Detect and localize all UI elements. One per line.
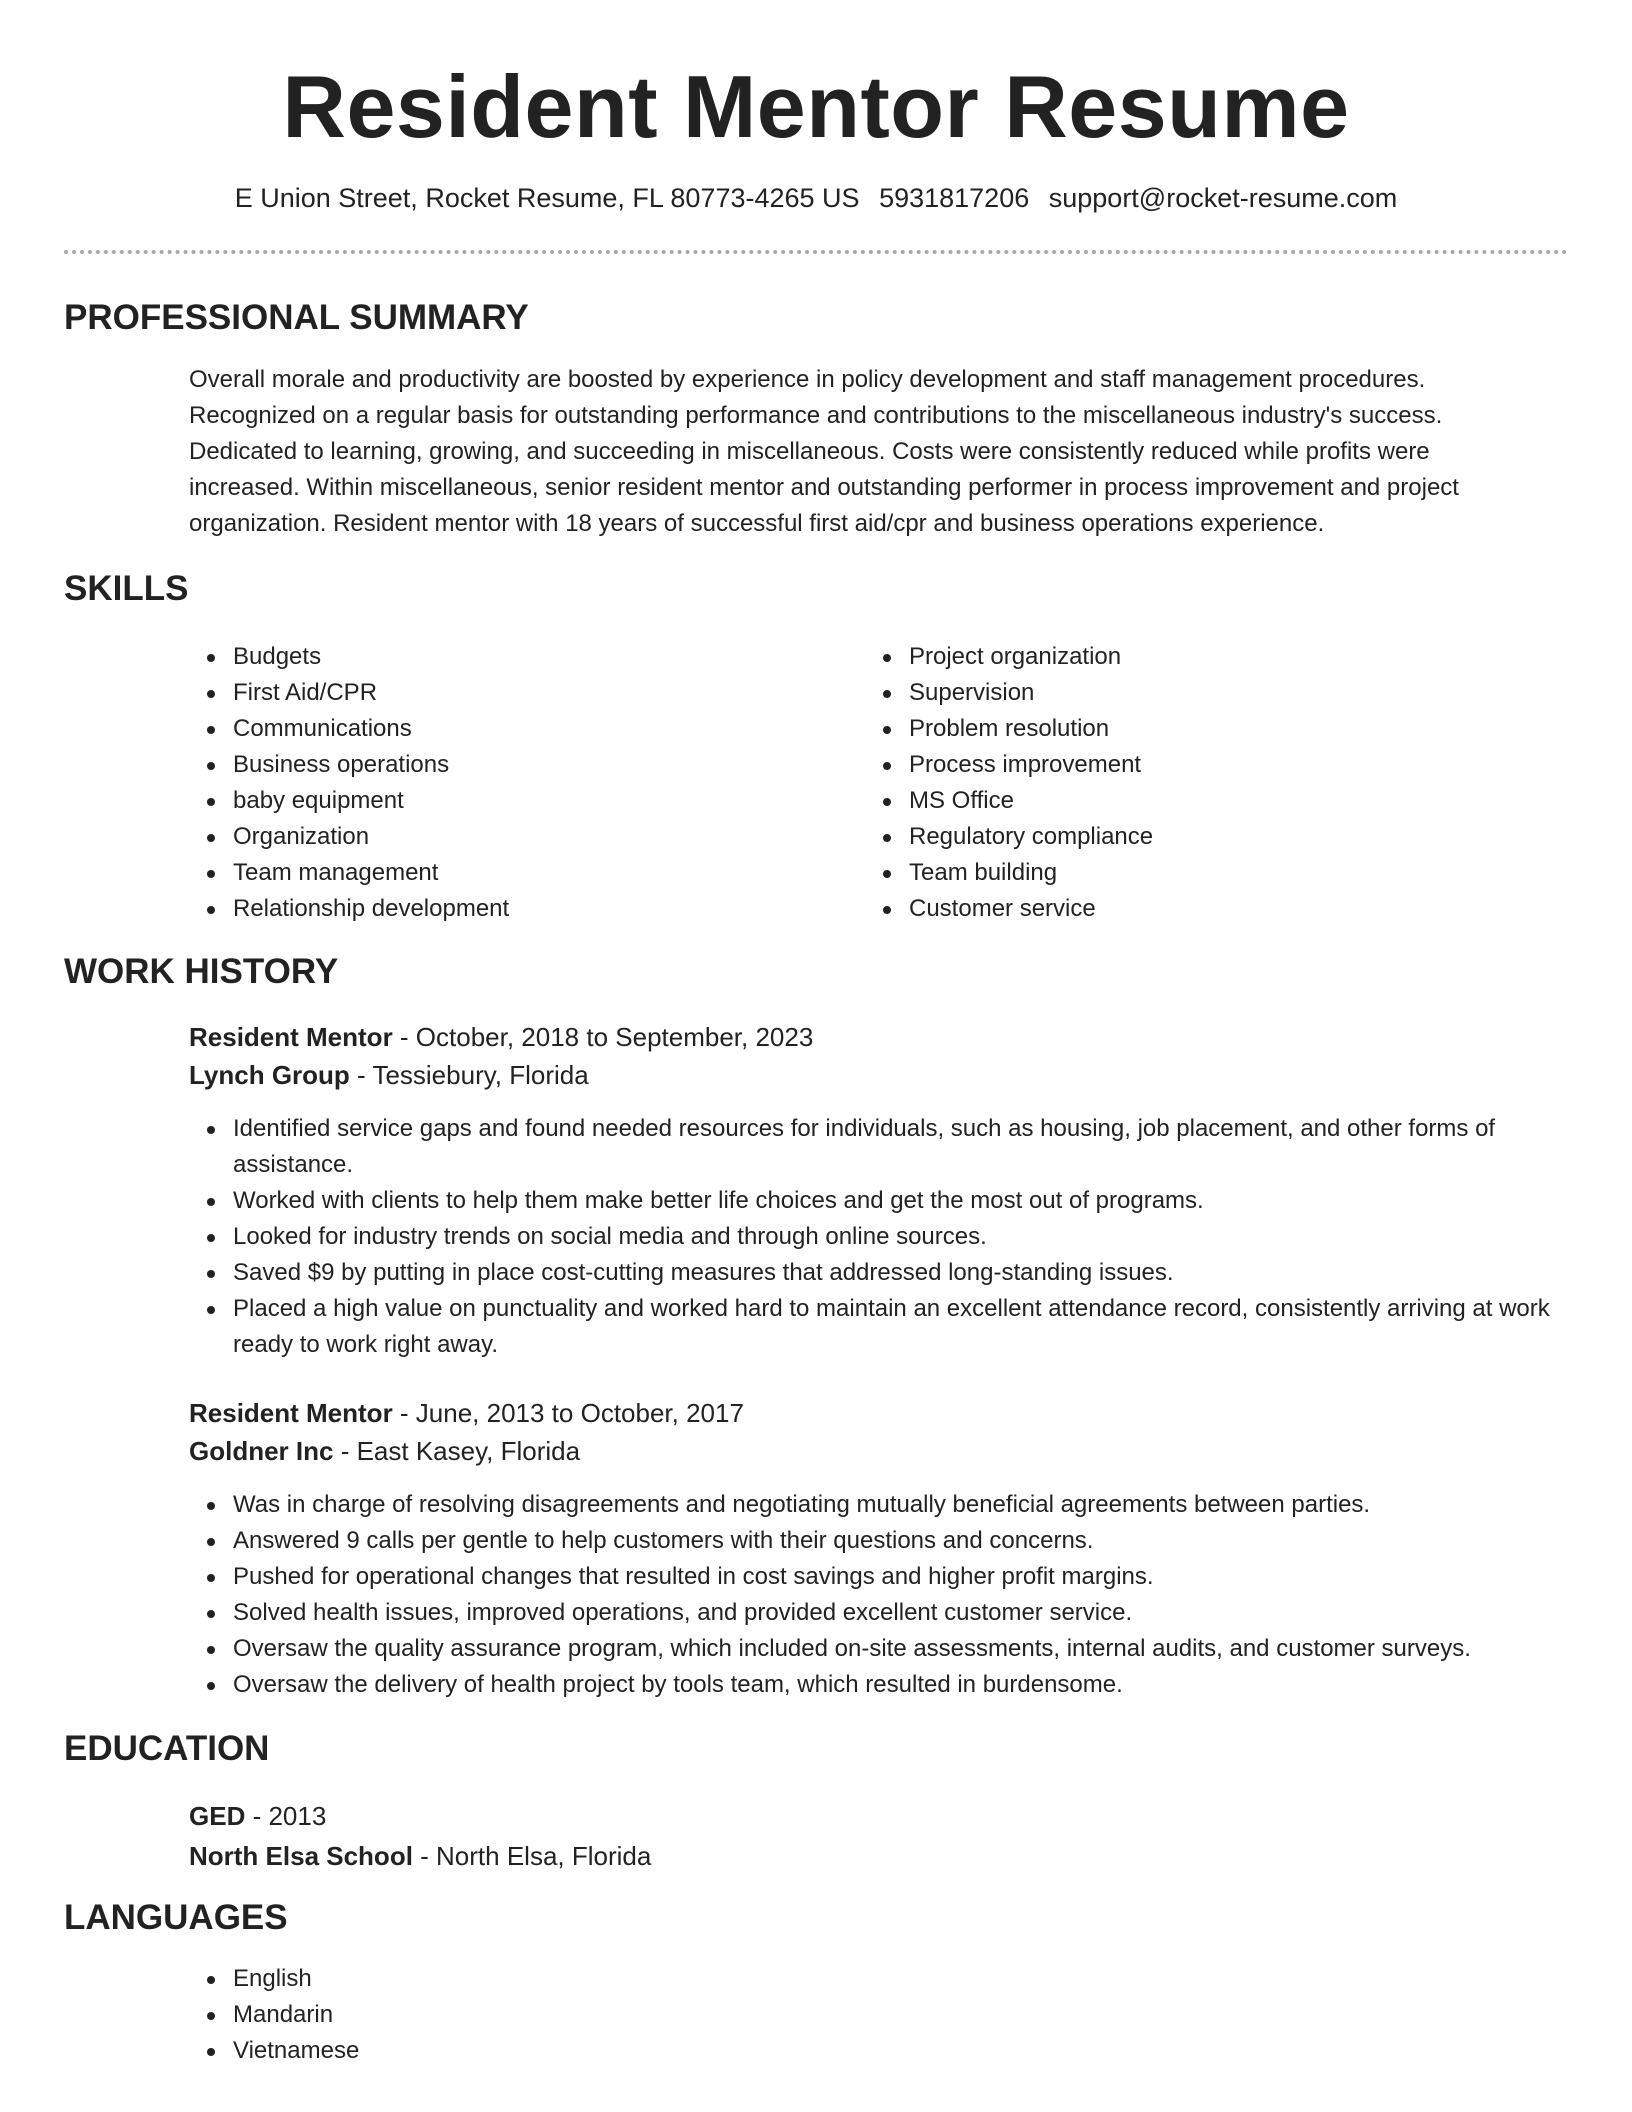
job-location: - Tessiebury, Florida — [349, 1060, 589, 1090]
job-bullet: Worked with clients to help them make better life choices and get the most out of programs. — [233, 1183, 1569, 1219]
education-year: - 2013 — [245, 1801, 327, 1831]
education-heading: EDUCATION — [64, 1729, 270, 1768]
skill-item: Team management — [233, 855, 789, 891]
education-degree: GED — [189, 1801, 246, 1831]
skill-item: Communications — [233, 711, 789, 747]
job-bullet: Saved $9 by putting in place cost-cutting measures that addressed long-standing issues. — [233, 1255, 1569, 1291]
skills-heading: SKILLS — [64, 569, 189, 608]
job-bullet: Placed a high value on punctuality and worked hard to maintain an excellent attendance record, consistently arriving at work ready to work right away. — [233, 1291, 1569, 1363]
skill-item: Project organization — [909, 639, 1465, 675]
job-bullet: Answered 9 calls per gentle to help customers with their questions and concerns. — [233, 1523, 1569, 1559]
skill-item: baby equipment — [233, 783, 789, 819]
job-dates: - October, 2018 to September, 2023 — [392, 1022, 814, 1052]
job-bullet: Oversaw the delivery of health project by tools team, which resulted in burdensome. — [233, 1667, 1569, 1703]
job-company: Lynch Group — [189, 1060, 350, 1090]
job-company-line — [189, 1057, 589, 1093]
skill-item: Budgets — [233, 639, 789, 675]
job-title: Resident Mentor — [189, 1398, 393, 1428]
work-history-heading: WORK HISTORY — [64, 952, 339, 991]
education-location: - North Elsa, Florida — [412, 1841, 652, 1871]
skill-item: First Aid/CPR — [233, 675, 789, 711]
skill-item: Problem resolution — [909, 711, 1465, 747]
job-company: Goldner Inc — [189, 1436, 334, 1466]
summary-heading: PROFESSIONAL SUMMARY — [64, 298, 529, 337]
skill-item: Customer service — [909, 891, 1465, 927]
contact-email: support@rocket-resume.com — [1048, 183, 1398, 213]
languages-list — [189, 1961, 1569, 2069]
job-bullet: Pushed for operational changes that resulted in cost savings and higher profit margins. — [233, 1559, 1569, 1595]
header-divider — [64, 250, 1568, 254]
summary-text: Overall morale and productivity are boosted by experience in policy development and staff management procedures. Recognized on a regular basis for outstanding performance and contributions to the miscellaneous industry's success. Dedicated to learning, growing, and succeeding in miscellaneous. Costs were consistently reduced while profits were increased. Within miscellaneous, senior resident mentor and outstanding performer in process improvement and project organization. Resident mentor with 18 years of successful first aid/cpr and business operations experience. — [189, 366, 1459, 537]
skill-item: Organization — [233, 819, 789, 855]
contact-address: E Union Street, Rocket Resume, FL 80773-4265 US — [234, 183, 860, 213]
skill-item: Process improvement — [909, 747, 1465, 783]
contact-phone: 5931817206 — [879, 183, 1030, 213]
job-bullet: Identified service gaps and found needed resources for individuals, such as housing, job placement, and other forms of assistance. — [233, 1111, 1569, 1183]
job-title: Resident Mentor — [189, 1022, 393, 1052]
resume-title: Resident Mentor Resume — [282, 57, 1350, 156]
job-bullet-list — [189, 1111, 1569, 1363]
contact-line — [0, 180, 1632, 216]
skill-item: Team building — [909, 855, 1465, 891]
skill-item: Business operations — [233, 747, 789, 783]
job-bullet: Oversaw the quality assurance program, which included on-site assessments, internal audits, and customer surveys. — [233, 1631, 1569, 1667]
job-bullet: Was in charge of resolving disagreements and negotiating mutually beneficial agreements between parties. — [233, 1487, 1569, 1523]
skill-item: MS Office — [909, 783, 1465, 819]
language-item: Mandarin — [233, 1997, 1569, 2033]
language-item: English — [233, 1961, 1569, 1997]
job-bullet-list — [189, 1487, 1569, 1703]
education-degree-line — [189, 1798, 326, 1834]
job-location: - East Kasey, Florida — [333, 1436, 581, 1466]
skill-item: Relationship development — [233, 891, 789, 927]
education-school: North Elsa School — [189, 1841, 413, 1871]
skill-item: Regulatory compliance — [909, 819, 1465, 855]
job-dates: - June, 2013 to October, 2017 — [392, 1398, 744, 1428]
skills-column-left — [189, 639, 789, 927]
job-company-line — [189, 1433, 580, 1469]
job-title-line — [189, 1395, 744, 1431]
skill-item: Supervision — [909, 675, 1465, 711]
skills-column-right — [865, 639, 1465, 927]
job-bullet: Looked for industry trends on social media and through online sources. — [233, 1219, 1569, 1255]
job-title-line — [189, 1019, 813, 1055]
education-school-line — [189, 1838, 651, 1874]
language-item: Vietnamese — [233, 2033, 1569, 2069]
languages-heading: LANGUAGES — [64, 1898, 288, 1937]
job-bullet: Solved health issues, improved operations, and provided excellent customer service. — [233, 1595, 1569, 1631]
